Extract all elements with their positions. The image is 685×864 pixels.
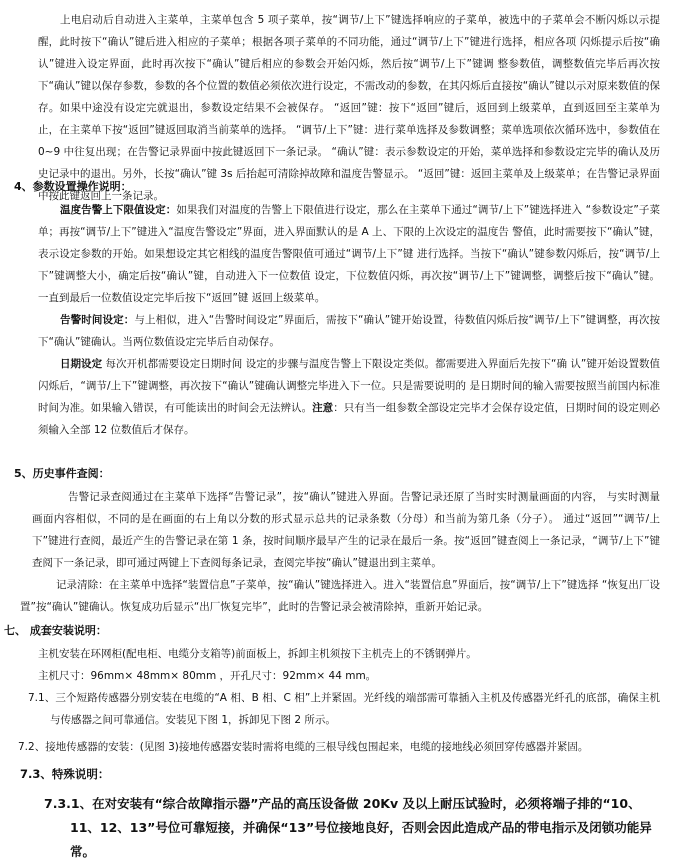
section-4-heading: 4、参数设置操作说明： xyxy=(14,180,132,193)
section-5-heading: 5、历史事件查阅： xyxy=(14,467,110,480)
history-query-paragraph: 告警记录查阅通过在主菜单下选择“告警记录”，按“确认”键进入界面。告警记录还原了当时实时测量画面的内容， 与实时测量画面内容相似，不同的是在画面的右上角以分数的形式显示总共的记录条数（分母）和当前为第几条（分子）。 通过“返回”“调节/上下”键进行查阅，最近产生的告警记录在第 1 条，按时间顺序最早产生的记录在最后一条。按“返回”键查阅上一条记录，“调节/上下”键查阅下一条记录，即可通过两键上下查阅每条记录，查阅完毕按“确认”键退出到主菜单。 xyxy=(32,491,660,569)
section-7-3-1-paragraph: 7.3.1、在对安装有“综合故障指示器”产品的高压设备做 20Kv 及以上耐压试验时，必须将端子排的“10、11、12、13”号位可靠短接，并确保“13”号位接地良好，否则会因此造成产品的带电指示及闭锁功能异常。 xyxy=(44,796,652,859)
date-note-text: ：只有当一组参数全部设定完毕才会保存设定值，日期时间的设定则必须输入全部 12 位数值后才保存。 xyxy=(38,402,661,436)
alarm-time-setting-text: 与上相似，进入“告警时间设定”界面后，需按下“确认”键开始设置，待数值闪烁后按“调节/上下”键调整，再次按下“确认”键确认。当两位数值设定完毕后自动保存。 xyxy=(38,314,660,348)
section-7-3-heading: 7.3、特殊说明： xyxy=(20,767,110,781)
temp-alarm-setting-label: 温度告警上下限值设定： xyxy=(60,204,177,216)
installation-paragraph: 主机安装在环网柜(配电柜、电缆分支箱等)前面板上，拆卸主机须按下主机壳上的不锈钢弹片。 xyxy=(38,648,477,660)
section-7-2-paragraph: 7.2、接地传感器的安装：(见图 3)接地传感器安装时需将电缆的三根导线包围起来，电缆的接地线必须回穿传感器并紧固。 xyxy=(18,741,589,753)
temp-alarm-setting-text: 如果我们对温度的告警上下限值进行设定，那么在主菜单下通过“调节/上下”键选择进入 “参数设定”子菜单；再按“调节/上下”键进入“温度告警设定”界面，进入界面默认的是 A 上、下限的上次设定的温度告 警值，此时需要按下“确认”键，表示设定参数的开始。如果想设定其它相线的温度告警限值可通过“调节/上下”键 进行选择。当按下“确认”键参数闪烁后，按“调节/上下”键调整大小，确定后按“确认”键，自动进入下一位数值 设定，下位数值闪烁，再次按“调节/上下”键调整，调整后按下“确认”键。一直到最后一位数值设定完毕后按下“返回”键 返回上级菜单。 xyxy=(38,204,660,304)
temp-alarm-setting-paragraph xyxy=(38,199,660,309)
dimensions-paragraph: 主机尺寸：96mm× 48mm× 80mm ，开孔尺寸：92mm× 44 mm。 xyxy=(38,670,377,682)
section-7-1-paragraph: 7.1、三个短路传感器分别安装在电缆的“A 相、B 相、C 相”上并紧固。光纤线的端部需可靠插入主机及传感器光纤孔的底部，确保主机与传感器之间可靠通信。安装见下图 1，拆卸见下图 2 所示。 xyxy=(28,692,660,726)
date-setting-paragraph xyxy=(38,353,660,441)
date-note-label: 注意 xyxy=(312,402,334,414)
alarm-time-setting-label: 告警时间设定： xyxy=(60,314,135,326)
record-clear-paragraph: 记录清除：在主菜单中选择“装置信息”子菜单，按“确认”键选择进入。进入“装置信息”界面后，按“调节/上下”键选择 “恢复出厂设置”按“确认”键确认。恢复成功后显示“出厂恢复完毕”，此时的告警记录会被清除掉，重新开始记录。 xyxy=(20,579,660,613)
alarm-time-setting-paragraph xyxy=(38,309,660,353)
date-setting-label: 日期设定 xyxy=(60,358,103,370)
menu-operation-paragraph: 上电启动后自动进入主菜单，主菜单包含 5 项子菜单，按“调节/上下”键选择响应的子菜单，被选中的子菜单会不断闪烁以示提醒，此时按下“确认”键后进入相应的子菜单；根据各项子菜单的不同功能，通过“调节/上下”键进行选择，相应各项 闪烁提示后按“确认”键进入设定界面，此时再次按下“确认”键后相应的参数会开始闪烁，然后按“调节/上下”键调 整参数值，调整数值完毕后再次按下“确认”键以保存参数，参数的各个位置的数值必须依次进行设定，不需改动的参数，在其闪烁后直接按“确认”键以示对原来数值的保存。如果中途没有设定完就退出，参数设定结果不会被保存。 “返回”键：按下“返回”键后，返回到上级菜单，直到返回至主菜单为止，在主菜单下按“返回”键返回取消当前菜单的选择。 “调节/上下”键：进行菜单选择及参数调整；菜单选项依次循环选中，参数值在 0~9 中往复出现；在告警记录界面中按此键返回下一条记录。 “确认”键：表示参数设定的开始，菜单选择和参数设定完毕的确认及历史记录中的退出。另外，长按“确认”键 3s 后抬起可清除掉故障和温度告警显示。 “返回”键：返回主菜单及上级菜单；在告警记录界面中按此键返回上一条记录。 xyxy=(38,14,660,202)
section-7-heading: 七、 成套安装说明： xyxy=(4,624,107,637)
date-setting-text: 每次开机都需要设定日期时间 设定的步骤与温度告警上下限设定类似。都需要进入界面后先按下“确 认”键开始设置数值闪烁后，“调节/上下”键调整，再次按下“确认”键确认调整完毕进入下一位。只是需要说明的 是日期时间的输入需要按照当前国内标准时间为准。如果输入错误，有可能读出的时间会无法辨认。 xyxy=(38,358,660,414)
